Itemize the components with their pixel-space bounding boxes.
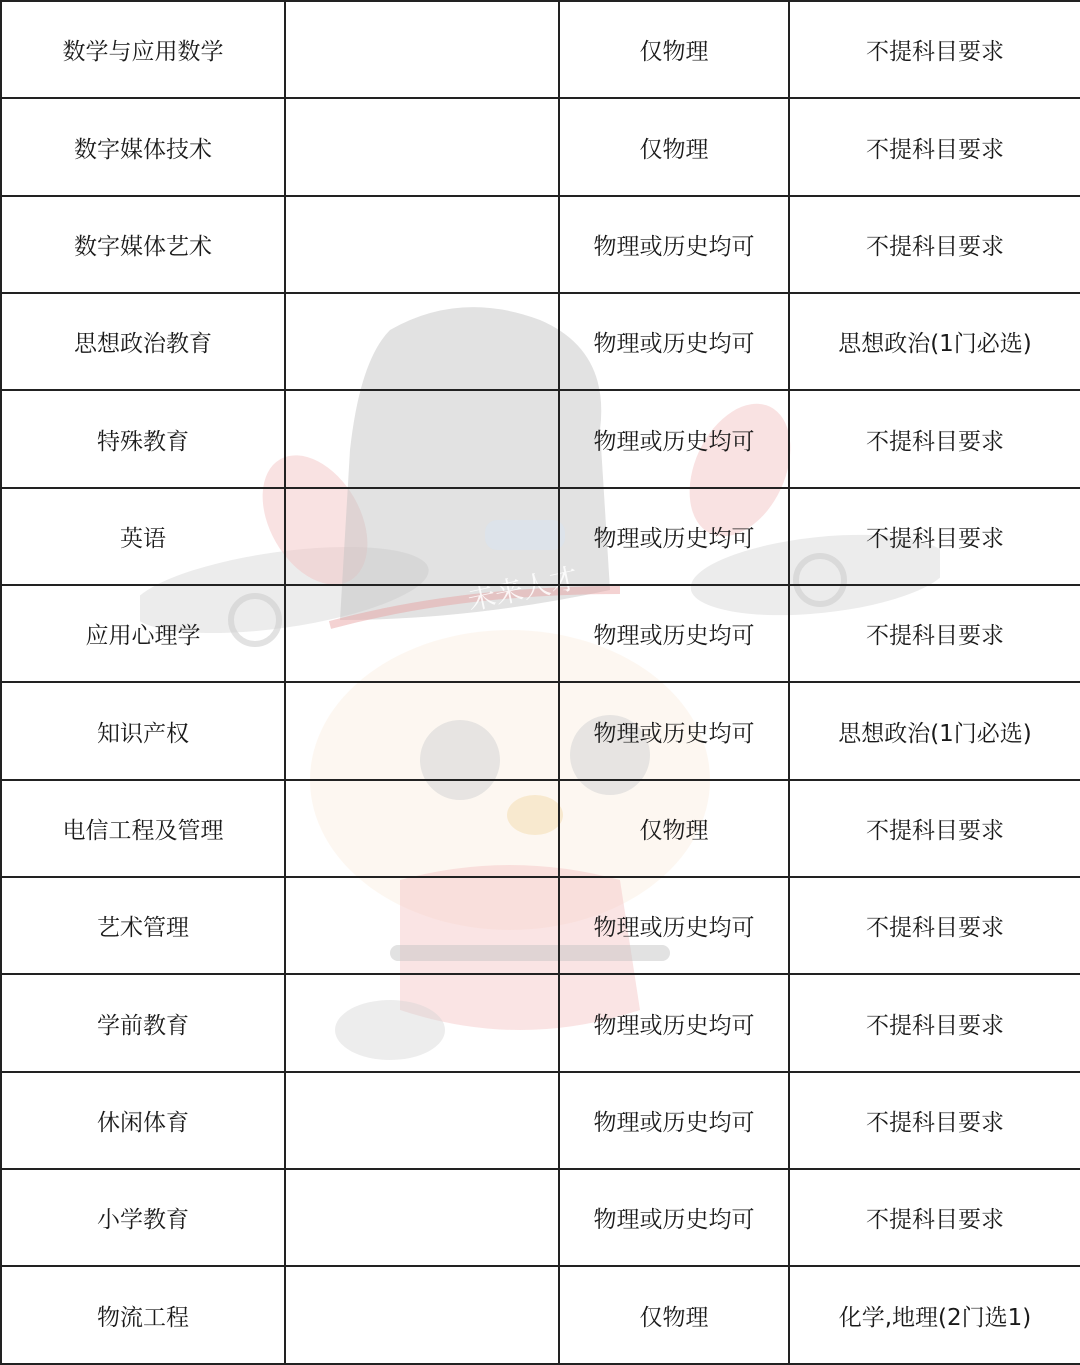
table-row (1, 1, 1080, 98)
requirement-cell: 不提科目要求 (789, 488, 1080, 585)
table-row (1, 974, 1080, 1071)
table-row (1, 1266, 1080, 1364)
subject-type-cell: 仅物理 (559, 98, 789, 195)
requirement-cell: 不提科目要求 (789, 974, 1080, 1071)
note-cell (285, 1, 559, 98)
note-cell (285, 585, 559, 682)
major-cell: 思想政治教育 (1, 293, 285, 390)
requirement-cell: 思想政治(1门必选) (789, 682, 1080, 779)
subject-type-cell: 物理或历史均可 (559, 585, 789, 682)
subject-type-cell: 物理或历史均可 (559, 488, 789, 585)
major-cell: 应用心理学 (1, 585, 285, 682)
note-cell (285, 877, 559, 974)
subject-type-cell: 物理或历史均可 (559, 1072, 789, 1169)
major-cell: 电信工程及管理 (1, 780, 285, 877)
note-cell (285, 780, 559, 877)
major-cell: 数学与应用数学 (1, 1, 285, 98)
table-row (1, 488, 1080, 585)
requirement-cell: 不提科目要求 (789, 1169, 1080, 1266)
note-cell (285, 1266, 559, 1364)
requirement-cell: 不提科目要求 (789, 1, 1080, 98)
requirement-cell: 化学,地理(2门选1) (789, 1266, 1080, 1364)
note-cell (285, 1072, 559, 1169)
requirement-cell: 不提科目要求 (789, 877, 1080, 974)
major-cell: 数字媒体艺术 (1, 196, 285, 293)
table-row (1, 196, 1080, 293)
requirement-cell: 不提科目要求 (789, 390, 1080, 487)
major-cell: 物流工程 (1, 1266, 285, 1364)
table-row (1, 585, 1080, 682)
note-cell (285, 293, 559, 390)
major-cell: 小学教育 (1, 1169, 285, 1266)
table-row (1, 293, 1080, 390)
requirement-cell: 不提科目要求 (789, 585, 1080, 682)
subject-type-cell: 物理或历史均可 (559, 293, 789, 390)
note-cell (285, 974, 559, 1071)
note-cell (285, 1169, 559, 1266)
note-cell (285, 390, 559, 487)
table-row (1, 1072, 1080, 1169)
table-row (1, 1169, 1080, 1266)
subject-type-cell: 仅物理 (559, 1266, 789, 1364)
table-row (1, 390, 1080, 487)
requirement-cell: 不提科目要求 (789, 98, 1080, 195)
major-cell: 英语 (1, 488, 285, 585)
subject-type-cell: 物理或历史均可 (559, 877, 789, 974)
major-cell: 艺术管理 (1, 877, 285, 974)
major-cell: 特殊教育 (1, 390, 285, 487)
note-cell (285, 196, 559, 293)
major-cell: 学前教育 (1, 974, 285, 1071)
requirement-cell: 不提科目要求 (789, 1072, 1080, 1169)
table-row (1, 877, 1080, 974)
note-cell (285, 488, 559, 585)
watermark-text: 未来人才 (464, 561, 582, 617)
subject-type-cell: 物理或历史均可 (559, 682, 789, 779)
note-cell (285, 98, 559, 195)
subject-type-cell: 仅物理 (559, 780, 789, 877)
requirement-cell: 不提科目要求 (789, 780, 1080, 877)
subject-type-cell: 物理或历史均可 (559, 390, 789, 487)
requirement-cell: 不提科目要求 (789, 196, 1080, 293)
major-cell: 休闲体育 (1, 1072, 285, 1169)
note-cell (285, 682, 559, 779)
majors-table-body (1, 1, 1080, 1364)
requirement-cell: 思想政治(1门必选) (789, 293, 1080, 390)
subject-type-cell: 物理或历史均可 (559, 974, 789, 1071)
table-row (1, 682, 1080, 779)
major-cell: 数字媒体技术 (1, 98, 285, 195)
table-row (1, 98, 1080, 195)
subject-type-cell: 物理或历史均可 (559, 1169, 789, 1266)
subject-type-cell: 仅物理 (559, 1, 789, 98)
major-cell: 知识产权 (1, 682, 285, 779)
subject-type-cell: 物理或历史均可 (559, 196, 789, 293)
table-row (1, 780, 1080, 877)
